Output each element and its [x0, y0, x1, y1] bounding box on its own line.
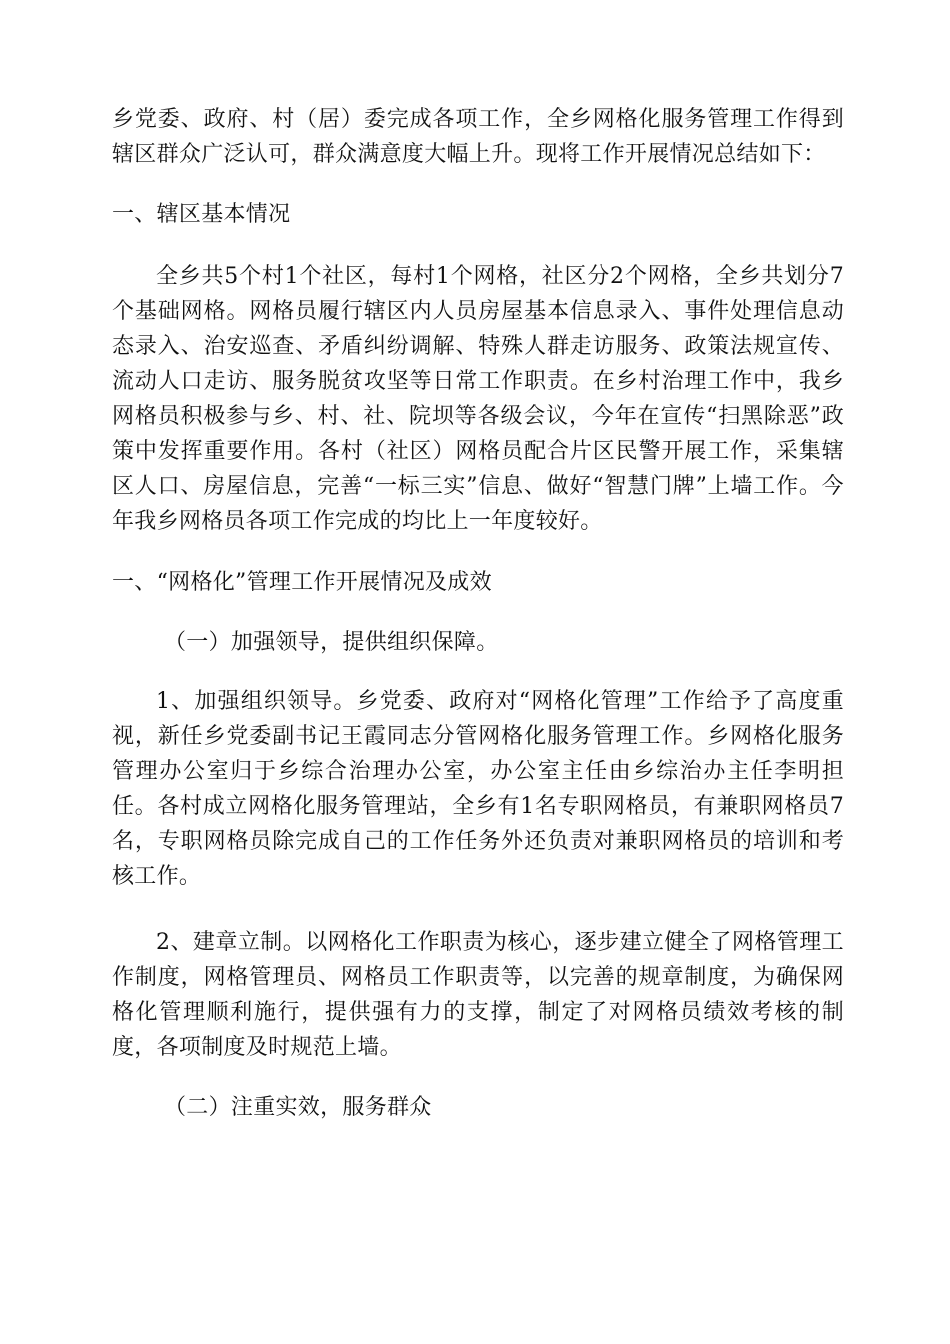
- subheading-serve-people: （二）注重实效，服务群众: [164, 1095, 432, 1120]
- intro-paragraph: 乡党委、政府、村（居）委完成各项工作，全乡网格化服务管理工作得到辖区群众广泛认可，群众满意度大幅上升。现将工作开展情况总结如下：: [112, 107, 844, 167]
- item-organization-leadership: 1、加强组织领导。乡党委、政府对“网格化管理”工作给予了高度重视，新任乡党委副书记王霞同志分管网格化服务管理工作。乡网格化服务管理办公室归于乡综合治理办公室，办公室主任由乡综治办主任李明担任。各村成立网格化服务管理站，全乡有1名专职网格员，有兼职网格员7名，专职网格员除完成自己的工作任务外还负责对兼职网格员的培训和考核工作。: [112, 689, 844, 889]
- item-rules-regulations: 2、建章立制。以网格化工作职责为核心，逐步建立健全了网格管理工作制度，网格管理员、网格员工作职责等，以完善的规章制度，为确保网格化管理顺利施行，提供强有力的支撑，制定了对网格员绩效考核的制度，各项制度及时规范上墙。: [112, 930, 844, 1060]
- basic-situation-paragraph: 全乡共5个村1个社区，每村1个网格，社区分2个网格，全乡共划分7个基础网格。网格员履行辖区内人员房屋基本信息录入、事件处理信息动态录入、治安巡查、矛盾纠纷调解、特殊人群走访服务、政策法规宣传、流动人口走访、服务脱贫攻坚等日常工作职责。在乡村治理工作中，我乡网格员积极参与乡、村、社、院坝等各级会议，今年在宣传“扫黑除恶”政策中发挥重要作用。各村（社区）网格员配合片区民警开展工作，采集辖区人口、房屋信息，完善“一标三实”信息、做好“智慧门牌”上墙工作。今年我乡网格员各项工作完成的均比上一年度较好。: [112, 264, 844, 534]
- section-heading-grid-management: 一、“网格化”管理工作开展情况及成效: [112, 570, 492, 595]
- subheading-leadership: （一）加强领导，提供组织保障。: [164, 630, 499, 655]
- document-page: [112, 102, 844, 1125]
- section-heading-basic-situation: 一、辖区基本情况: [112, 202, 291, 227]
